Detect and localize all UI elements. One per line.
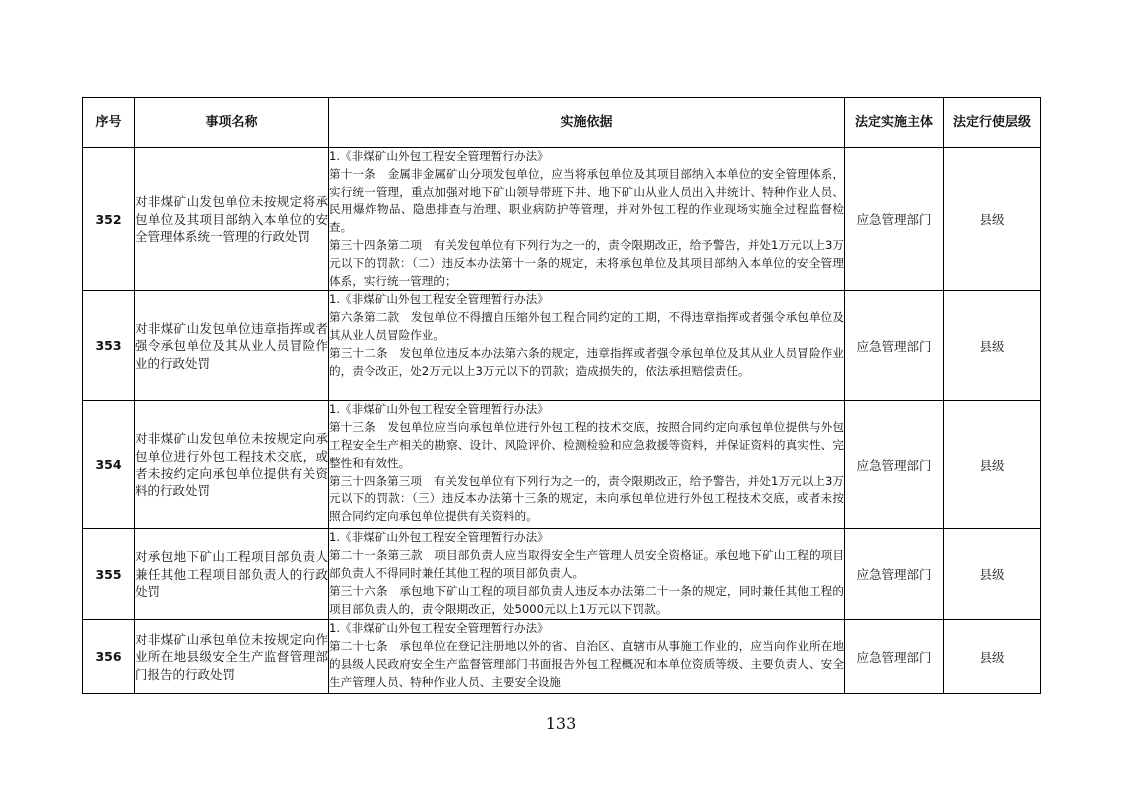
row-item-name: 对非煤矿山承包单位未按规定向作业所在地县级安全生产监督管理部门报告的行政处罚 — [135, 620, 329, 694]
basis-penalty: 第三十二条 发包单位违反本办法第六条的规定，违章指挥或者强令承包单位及其从业人员冒险作业的，责令改正，处2万元以上3万元以下的罚款；造成损失的，依法承担赔偿责任。 — [329, 345, 844, 378]
basis-penalty: 第三十四条第三项 有关发包单位有下列行为之一的，责令限期改正，给予警告，并处1万元以上3万元以下的罚款：（三）违反本办法第十三条的规定，未向承包单位进行外包工程技术交底，或者未按照合同约定向承包单位提供有关资料的。 — [329, 473, 844, 524]
header-basis: 实施依据 — [329, 98, 845, 148]
basis-article: 第二十一条第三款 项目部负责人应当取得安全生产管理人员安全资格证。承包地下矿山工程的项目部负责人不得同时兼任其他工程的项目部负责人。 — [329, 548, 844, 580]
row-basis — [329, 291, 845, 401]
row-item-name: 对非煤矿山发包单位未按规定将承包单位及其项目部纳入本单位的安全管理体系统一管理的行政处罚 — [135, 148, 329, 291]
table-row — [83, 291, 1041, 401]
table-row — [83, 401, 1041, 529]
row-basis — [329, 401, 845, 529]
basis-source: 1.《非煤矿山外包工程安全管理暂行办法》 — [329, 621, 549, 636]
row-item-name: 对非煤矿山发包单位未按规定向承包单位进行外包工程技术交底，或者未按约定向承包单位提供有关资料的行政处罚 — [135, 401, 329, 529]
basis-source: 1.《非煤矿山外包工程安全管理暂行办法》 — [329, 292, 549, 307]
row-authority: 应急管理部门 — [845, 620, 944, 694]
table-row — [83, 148, 1041, 291]
row-level: 县级 — [944, 529, 1041, 620]
page-number: 133 — [545, 714, 577, 733]
row-basis — [329, 148, 845, 291]
row-number: 354 — [83, 401, 135, 529]
header-authority: 法定实施主体 — [845, 98, 944, 148]
row-number: 355 — [83, 529, 135, 620]
basis-source: 1.《非煤矿山外包工程安全管理暂行办法》 — [329, 402, 549, 417]
row-basis — [329, 529, 845, 620]
matters-table — [82, 97, 1041, 694]
basis-article: 第六条第二款 发包单位不得擅自压缩外包工程合同约定的工期，不得违章指挥或者强令承包单位及其从业人员冒险作业。 — [329, 310, 844, 342]
basis-article: 第十三条 发包单位应当向承包单位进行外包工程的技术交底，按照合同约定向承包单位提供与外包工程安全生产相关的勘察、设计、风险评价、检测检验和应急救援等资料，并保证资料的真实性、完整性和有效性。 — [329, 420, 844, 470]
row-level: 县级 — [944, 620, 1041, 694]
table-row — [83, 620, 1041, 694]
row-basis — [329, 620, 845, 694]
row-item-name: 对非煤矿山发包单位违章指挥或者强令承包单位及其从业人员冒险作业的行政处罚 — [135, 291, 329, 401]
basis-source: 1.《非煤矿山外包工程安全管理暂行办法》 — [329, 149, 549, 163]
header-row — [83, 98, 1041, 148]
row-authority: 应急管理部门 — [845, 148, 944, 291]
row-item-name: 对承包地下矿山工程项目部负责人兼任其他工程项目部负责人的行政处罚 — [135, 529, 329, 620]
row-level: 县级 — [944, 401, 1041, 529]
basis-article: 第十一条 金属非金属矿山分项发包单位，应当将承包单位及其项目部纳入本单位的安全管理体系，实行统一管理，重点加强对地下矿山领导带班下井、地下矿山从业人员出入井统计、特种作业人员、民用爆炸物品、隐患排查与治理、职业病防护等管理，并对外包工程的作业现场实施全过程监督检查。 — [329, 166, 844, 235]
row-authority: 应急管理部门 — [845, 529, 944, 620]
row-level: 县级 — [944, 291, 1041, 401]
header-number: 序号 — [83, 98, 135, 148]
basis-source: 1.《非煤矿山外包工程安全管理暂行办法》 — [329, 530, 549, 545]
header-item-name: 事项名称 — [135, 98, 329, 148]
row-authority: 应急管理部门 — [845, 401, 944, 529]
row-level: 县级 — [944, 148, 1041, 291]
row-number: 353 — [83, 291, 135, 401]
row-number: 356 — [83, 620, 135, 694]
table-row — [83, 529, 1041, 620]
header-level: 法定行使层级 — [944, 98, 1041, 148]
row-number: 352 — [83, 148, 135, 291]
row-authority: 应急管理部门 — [845, 291, 944, 401]
basis-article: 第二十七条 承包单位在登记注册地以外的省、自治区、直辖市从事施工作业的，应当向作业所在地的县级人民政府安全生产监督管理部门书面报告外包工程概况和本单位资质等级、主要负责人、安全生产管理人员、特种作业人员、主要安全设施 — [329, 639, 844, 689]
basis-penalty: 第三十六条 承包地下矿山工程的项目部负责人违反本办法第二十一条的规定，同时兼任其他工程的项目部负责人的，责令限期改正，处5000元以上1万元以下罚款。 — [329, 583, 844, 616]
basis-penalty: 第三十四条第二项 有关发包单位有下列行为之一的，责令限期改正，给予警告，并处1万元以上3万元以下的罚款：（二）违反本办法第十一条的规定，未将承包单位及其项目部纳入本单位的安全管理体系，实行统一管理的； — [329, 237, 844, 288]
